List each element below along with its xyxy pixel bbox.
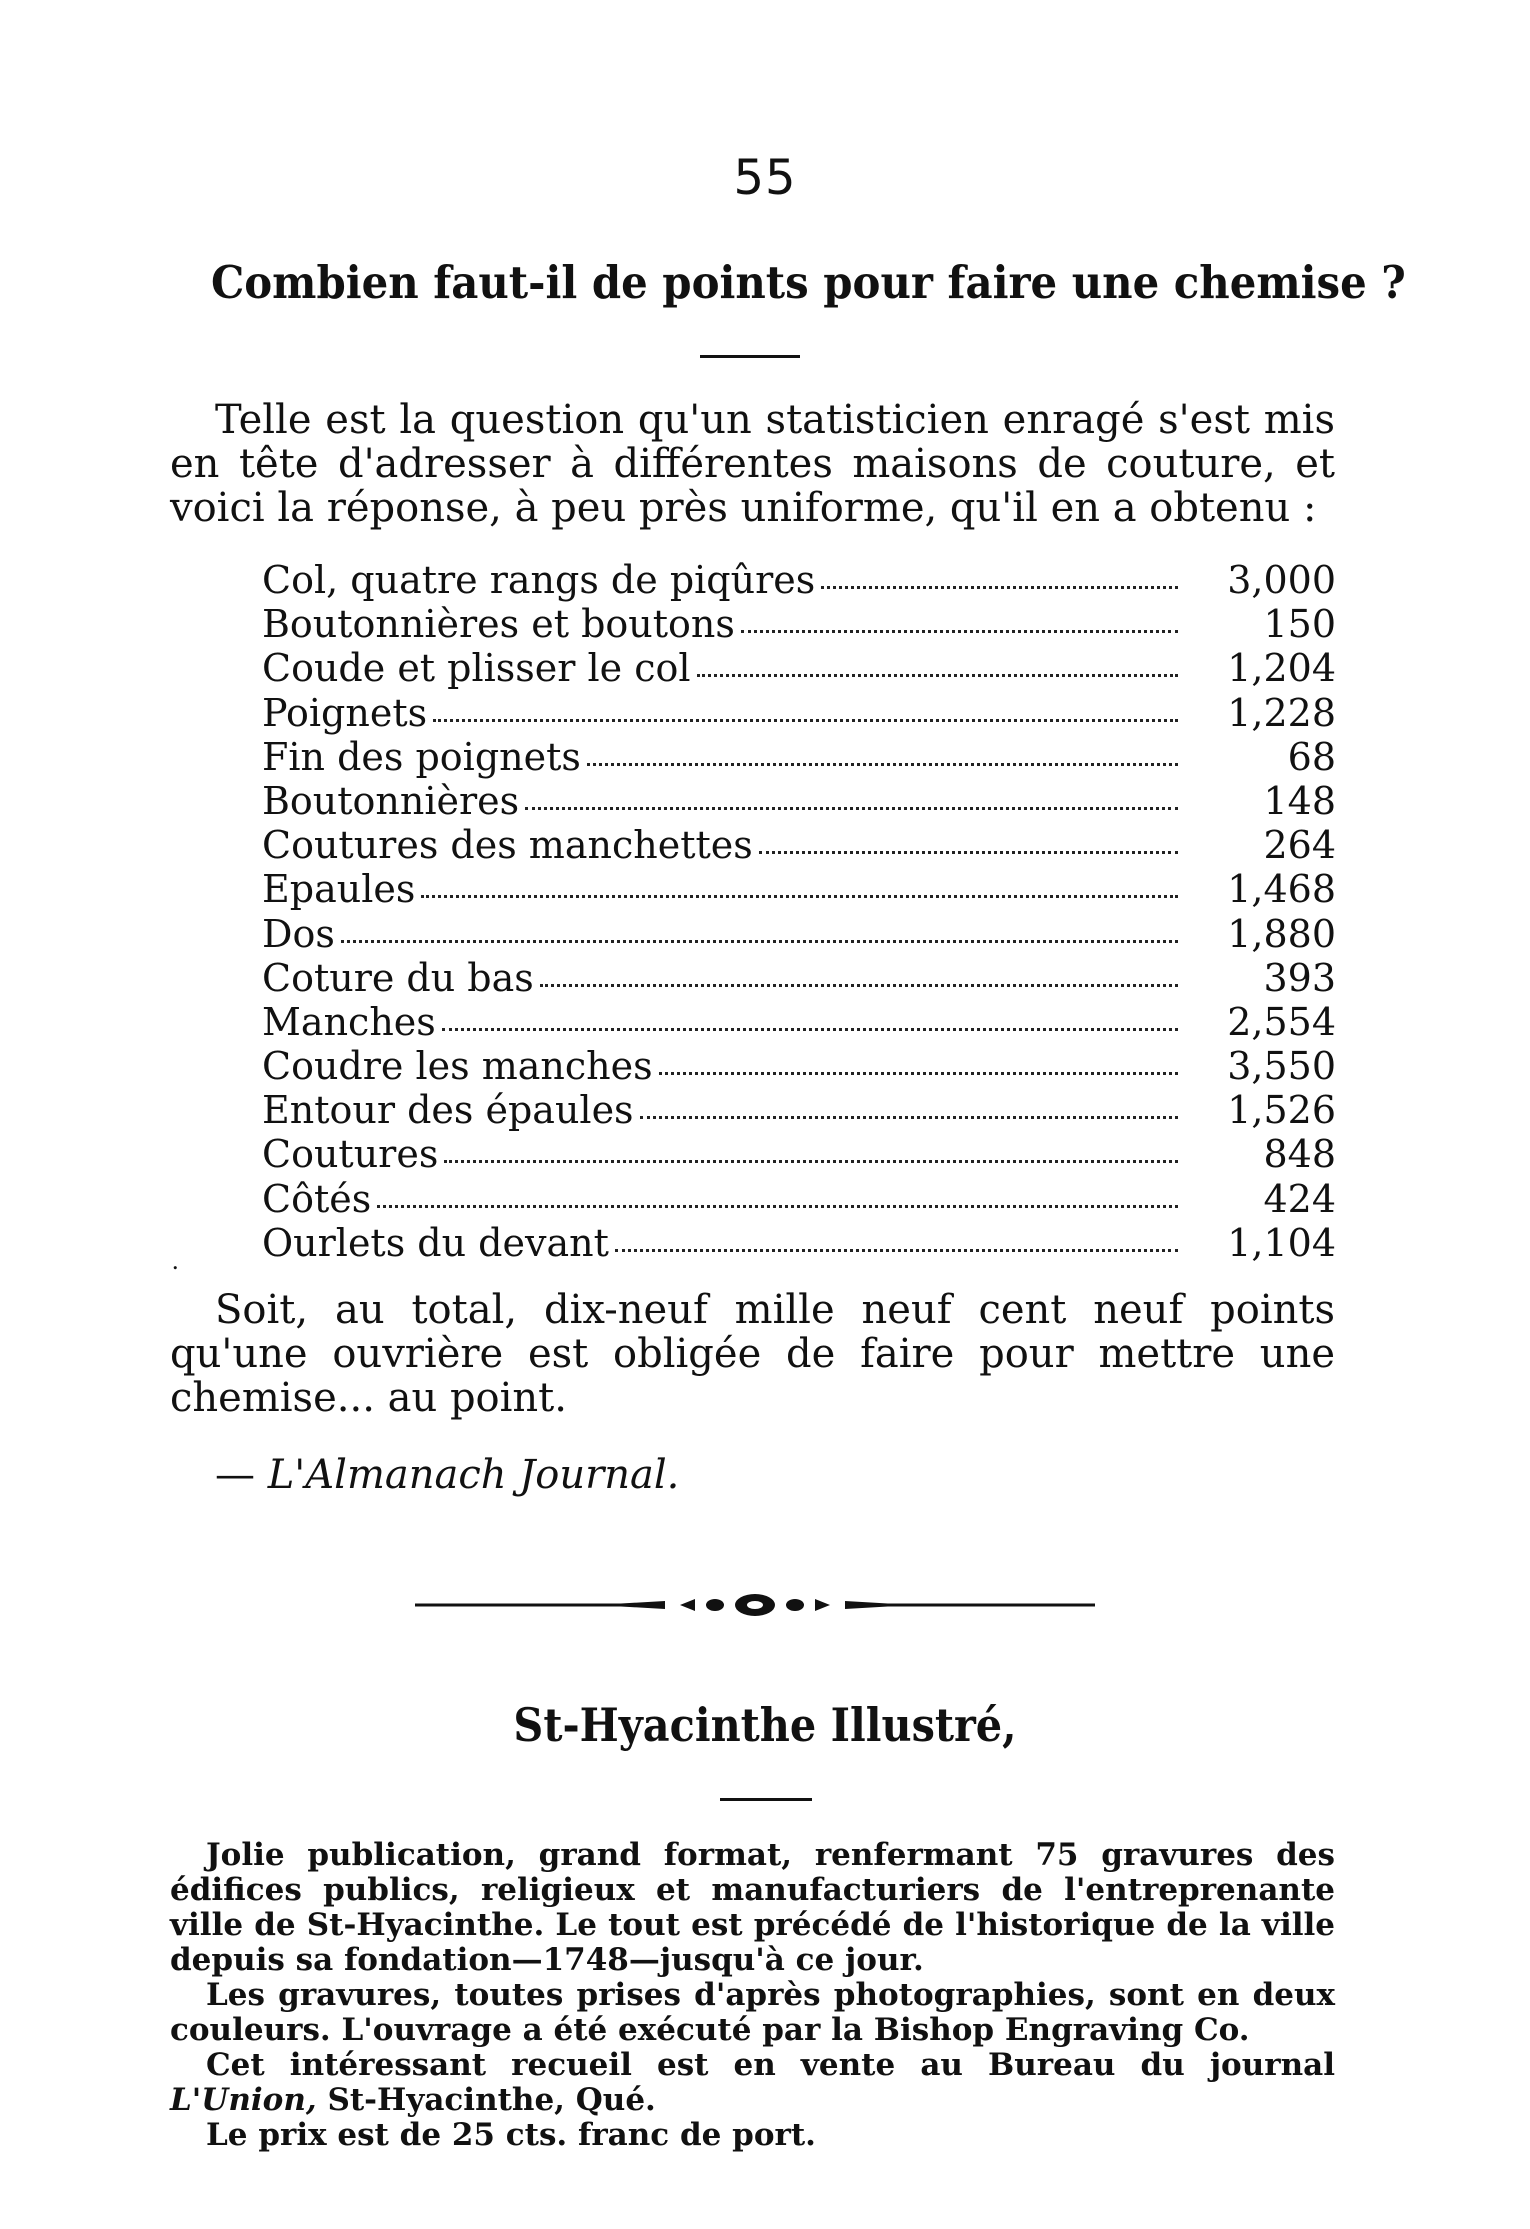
dot-leader bbox=[433, 719, 1178, 722]
stitch-row bbox=[262, 1132, 1336, 1176]
stitch-item-count: 1,204 bbox=[1227, 646, 1336, 691]
stitch-row bbox=[262, 867, 1336, 911]
stitch-item-label: Dos bbox=[262, 911, 335, 956]
notice-paragraph-3-place: St-Hyacinthe, Qué. bbox=[327, 2082, 656, 2118]
stitch-item-count: 393 bbox=[1263, 955, 1336, 1000]
stitch-item-label: Coudre les manches bbox=[262, 1044, 653, 1089]
ornamental-divider bbox=[415, 1590, 1095, 1620]
stitch-item-label: Coture du bas bbox=[262, 955, 534, 1000]
stitch-item-label: Coutures des manchettes bbox=[262, 823, 753, 868]
dot-leader bbox=[442, 1028, 1178, 1031]
stitch-row bbox=[262, 823, 1336, 867]
dot-leader bbox=[741, 630, 1178, 633]
stitch-row bbox=[262, 1044, 1336, 1088]
stitch-item-count: 1,104 bbox=[1227, 1220, 1336, 1265]
attribution-dash: — bbox=[215, 1452, 255, 1498]
stitch-item-count: 1,228 bbox=[1227, 690, 1336, 735]
dot-leader bbox=[640, 1116, 1178, 1119]
stitch-item-label: Epaules bbox=[262, 867, 416, 912]
dot-leader bbox=[421, 895, 1178, 898]
stitch-item-count: 2,554 bbox=[1227, 999, 1336, 1044]
stitch-item-count: 848 bbox=[1263, 1132, 1336, 1177]
dot-leader bbox=[697, 674, 1178, 677]
stitch-row bbox=[262, 956, 1336, 1000]
dot-leader bbox=[759, 851, 1178, 854]
page-number: 55 bbox=[733, 150, 797, 206]
journal-name: L'Union, bbox=[170, 2082, 317, 2118]
dot-leader bbox=[377, 1205, 1178, 1208]
title-divider bbox=[700, 355, 800, 358]
notice-paragraph-4: Le prix est de 25 cts. franc de port. bbox=[206, 2117, 816, 2153]
stitch-item-label: Boutonnières et boutons bbox=[262, 602, 735, 647]
article-title: Combien faut-il de points pour faire une chemise ? bbox=[210, 256, 1406, 309]
dot-leader bbox=[525, 807, 1178, 810]
stitch-row bbox=[262, 1177, 1336, 1221]
stitch-item-count: 150 bbox=[1263, 602, 1336, 647]
stitch-row bbox=[262, 646, 1336, 690]
stitch-item-count: 1,526 bbox=[1227, 1088, 1336, 1133]
stitch-item-label: Côtés bbox=[262, 1176, 372, 1221]
attribution bbox=[215, 1452, 679, 1498]
stitch-item-count: 1,880 bbox=[1227, 911, 1336, 956]
stitch-row bbox=[262, 602, 1336, 646]
notice-divider bbox=[720, 1798, 812, 1801]
stitch-item-label: Ourlets du devant bbox=[262, 1220, 609, 1265]
dot-leader bbox=[540, 984, 1178, 987]
stitch-row bbox=[262, 779, 1336, 823]
stitch-item-count: 3,550 bbox=[1227, 1044, 1336, 1089]
attribution-source: L'Almanach Journal. bbox=[267, 1452, 680, 1498]
notice-paragraph-3 bbox=[170, 2048, 1335, 2118]
stitch-row bbox=[262, 1088, 1336, 1132]
stitch-count-list bbox=[262, 558, 1336, 1265]
notice-title: St-Hyacinthe Illustré, bbox=[513, 1698, 1017, 1752]
stitch-item-label: Col, quatre rangs de piqûres bbox=[262, 558, 816, 602]
dot-leader bbox=[821, 586, 1178, 589]
stitch-item-count: 3,000 bbox=[1227, 558, 1336, 602]
dot-leader bbox=[587, 763, 1178, 766]
stitch-item-count: 68 bbox=[1287, 734, 1336, 779]
stitch-row bbox=[262, 558, 1336, 602]
stitch-item-count: 264 bbox=[1263, 823, 1336, 868]
dot-leader bbox=[444, 1160, 1178, 1163]
intro-paragraph: Telle est la question qu'un statisticien enragé s'est mis en tête d'adresser à différentes maisons de couture, et voici la réponse, à peu près uniforme, qu'il en a obtenu : bbox=[170, 397, 1335, 531]
dot-leader bbox=[659, 1072, 1178, 1075]
notice-paragraph-1: Jolie publication, grand format, renfermant 75 gravures des édifices publics, religieux et manufacturiers de l'entreprenante ville de St-Hyacinthe. Le tout est précédé de l'historique de la ville depuis sa fondation—1748—jusqu'à ce jour. bbox=[170, 1837, 1335, 1978]
stitch-item-label: Entour des épaules bbox=[262, 1088, 634, 1133]
total-paragraph: Soit, au total, dix-neuf mille neuf cent neuf points qu'une ouvrière est obligée de faire pour mettre une chemise... au point. bbox=[170, 1287, 1335, 1421]
notice-body bbox=[170, 1838, 1335, 2153]
stitch-item-label: Coude et plisser le col bbox=[262, 646, 691, 691]
stitch-row bbox=[262, 691, 1336, 735]
stitch-row bbox=[262, 735, 1336, 779]
stitch-item-label: Boutonnières bbox=[262, 778, 520, 823]
margin-mark: . bbox=[172, 1246, 179, 1275]
stitch-row bbox=[262, 1221, 1336, 1265]
stitch-row bbox=[262, 912, 1336, 956]
stitch-item-label: Coutures bbox=[262, 1132, 439, 1177]
article-intro bbox=[170, 398, 1335, 530]
notice-paragraph-3-text: Cet intéressant recueil est en vente au Bureau du journal bbox=[206, 2047, 1335, 2083]
stitch-item-count: 424 bbox=[1263, 1176, 1336, 1221]
dot-leader bbox=[341, 940, 1178, 943]
stitch-item-label: Fin des poignets bbox=[262, 734, 581, 779]
stitch-row bbox=[262, 1000, 1336, 1044]
stitch-item-count: 1,468 bbox=[1227, 867, 1336, 912]
stitch-item-count: 148 bbox=[1263, 778, 1336, 823]
article-total bbox=[170, 1288, 1335, 1420]
stitch-item-label: Manches bbox=[262, 999, 436, 1044]
stitch-item-label: Poignets bbox=[262, 690, 428, 735]
notice-paragraph-2: Les gravures, toutes prises d'après photographies, sont en deux couleurs. L'ouvrage a été exécuté par la Bishop Engraving Co. bbox=[170, 1977, 1335, 2048]
dot-leader bbox=[615, 1249, 1178, 1252]
